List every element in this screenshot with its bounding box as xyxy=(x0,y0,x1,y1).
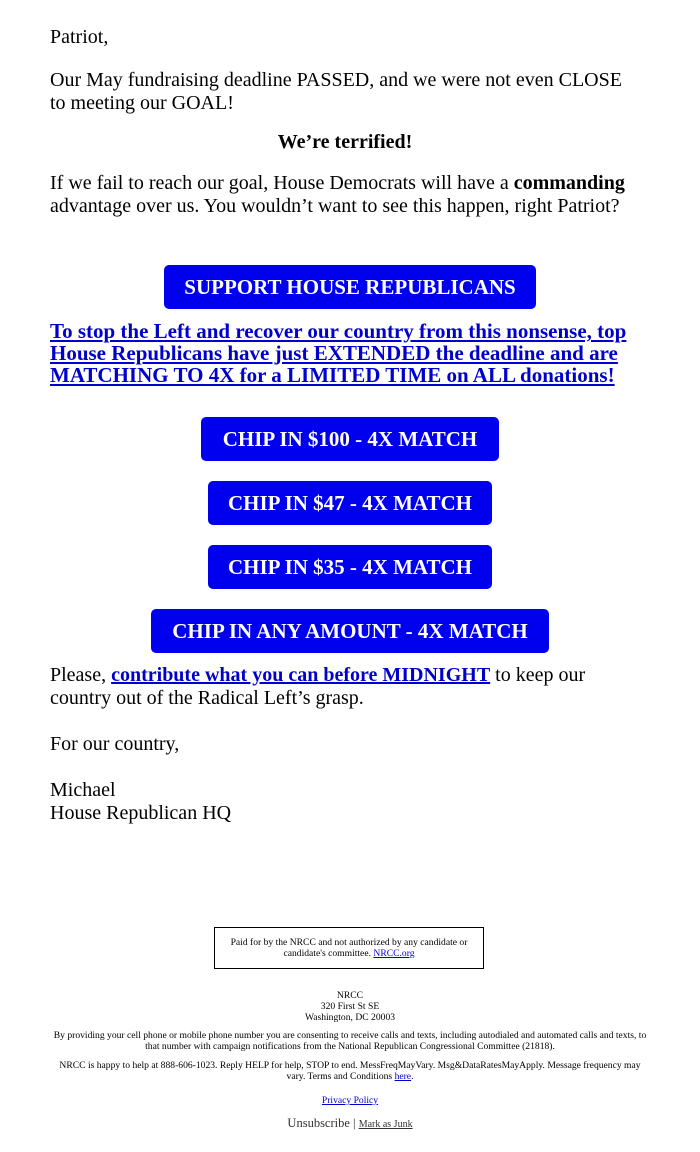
consent-text: By providing your cell phone or mobile phone number you are consenting to receive calls and texts, including autodialed and automated calls and texts, to that number with campaign notifications from the National Republican Congressional Committee (21818). xyxy=(53,1030,647,1052)
signoff: For our country, xyxy=(50,733,180,755)
chip-in-100-button[interactable]: CHIP IN $100 - 4X MATCH xyxy=(201,417,499,461)
org-name: NRCC xyxy=(336,990,364,1001)
chip-in-any-amount-button[interactable]: CHIP IN ANY AMOUNT - 4X MATCH xyxy=(151,609,549,653)
address-line-1: 320 First St SE xyxy=(320,1001,380,1012)
privacy-row xyxy=(0,1095,700,1106)
mark-as-junk-link[interactable]: Mark as Junk xyxy=(358,1119,413,1130)
privacy-policy-link[interactable]: Privacy Policy xyxy=(321,1095,379,1106)
headline: We’re terrified! xyxy=(277,131,413,153)
help-text-end: . xyxy=(411,1071,414,1082)
help-text-block xyxy=(52,1060,648,1082)
paragraph-contribute-start: Please, xyxy=(50,664,112,686)
address-line-2: Washington, DC 20003 xyxy=(304,1012,396,1023)
signer-name: Michael xyxy=(50,779,116,801)
separator: | xyxy=(353,1116,356,1130)
chip-in-47-button[interactable]: CHIP IN $47 - 4X MATCH xyxy=(208,481,492,525)
help-text: NRCC is happy to help at 888-606-1023. Reply HELP for help, STOP to end. MessFreqMayVary. Msg&DataRatesMayApply. Message frequency may vary. Terms and Conditions xyxy=(59,1060,641,1082)
terms-here-link[interactable]: here xyxy=(394,1071,412,1082)
paragraph-contribute-end: to keep our country out of the Radical Left’s grasp. xyxy=(50,664,586,709)
nrcc-org-link[interactable]: NRCC.org xyxy=(373,948,415,959)
paid-for-text: Paid for by the NRCC and not authorized by any candidate or candidate's committee. xyxy=(230,937,468,959)
paragraph-goal-end: advantage over us. You wouldn’t want to see this happen, right Patriot? xyxy=(50,195,620,217)
paragraph-goal xyxy=(50,172,640,218)
paid-for-disclaimer xyxy=(214,927,484,969)
paragraph-deadline: Our May fundraising deadline PASSED, and we were not even CLOSE to meeting our GOAL! xyxy=(50,69,622,114)
signer-org: House Republican HQ xyxy=(50,802,232,824)
greeting: Patriot, xyxy=(50,26,109,48)
contribute-link[interactable]: contribute what you can before MIDNIGHT xyxy=(111,664,491,686)
paragraph-goal-bold: commanding xyxy=(513,172,625,194)
unsubscribe-link[interactable]: Unsubscribe xyxy=(287,1116,350,1130)
paragraph-goal-start: If we fail to reach our goal, House Democrats will have a xyxy=(50,172,514,194)
extend-deadline-link[interactable]: To stop the Left and recover our country from this nonsense, top House Republicans have just EXTENDED the deadline and are MATCHING TO 4X for a LIMITED TIME on ALL donations! xyxy=(50,319,627,387)
support-house-republicans-button[interactable]: SUPPORT HOUSE REPUBLICANS xyxy=(164,265,536,309)
footer-address xyxy=(0,990,700,1023)
chip-in-35-button[interactable]: CHIP IN $35 - 4X MATCH xyxy=(208,545,492,589)
paragraph-contribute xyxy=(50,664,640,710)
unsubscribe-row xyxy=(0,1116,700,1132)
